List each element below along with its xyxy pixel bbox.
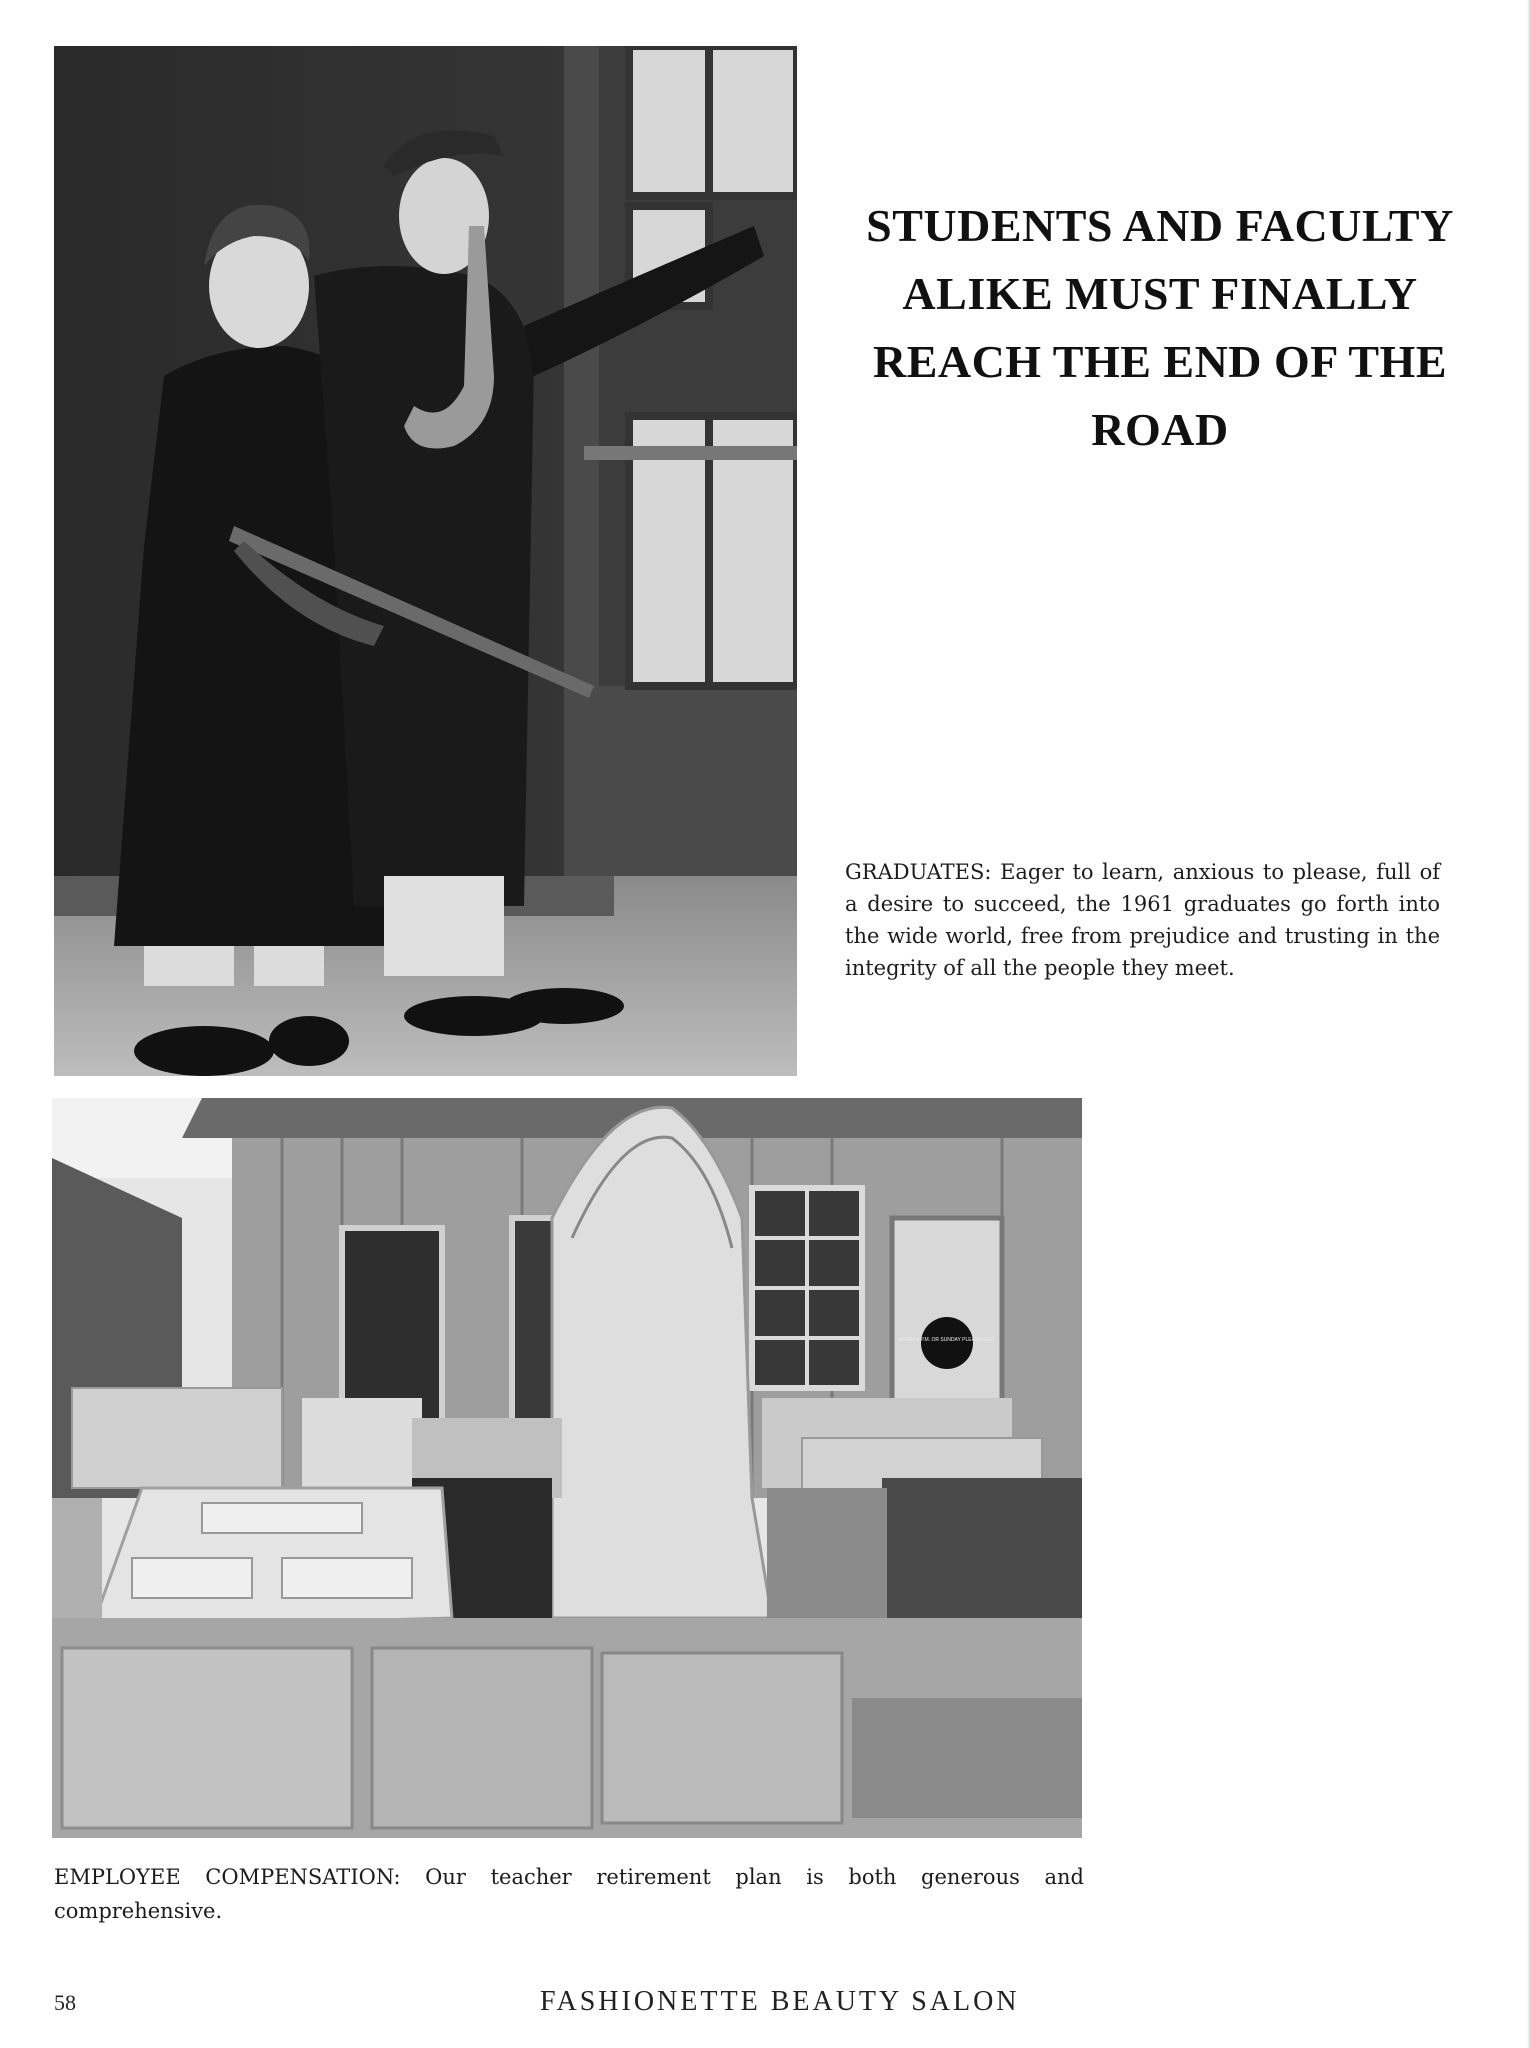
door-sign: AFTER 4 P.M. OR SUNDAY PLEASE CALL [898,1337,996,1343]
photo-graduates [54,46,797,1076]
headline [850,192,1470,464]
footer-title: FASHIONETTE BEAUTY SALON [540,1986,1020,2017]
photo-tombstones [52,1098,1082,1838]
caption-employee-compensation: EMPLOYEE COMPENSATION: Our teacher retirement plan is both generous and comprehensive. [54,1865,1084,1923]
headline-line-3: REACH THE END OF THE [872,336,1448,387]
headline-line-4: ROAD [1091,404,1229,455]
page-number: 58 [54,1990,76,2015]
scan-edge [1527,0,1531,2048]
headline-line-2: ALIKE MUST FINALLY [902,268,1418,319]
caption-graduates: GRADUATES: Eager to learn, anxious to please, full of a desire to succeed, the 1961 graduates go forth into the wide world, free from prejudice and trusting in the integrity of all the people they meet. [845,860,1440,980]
headline-line-1: STUDENTS AND FACULTY [866,200,1454,251]
